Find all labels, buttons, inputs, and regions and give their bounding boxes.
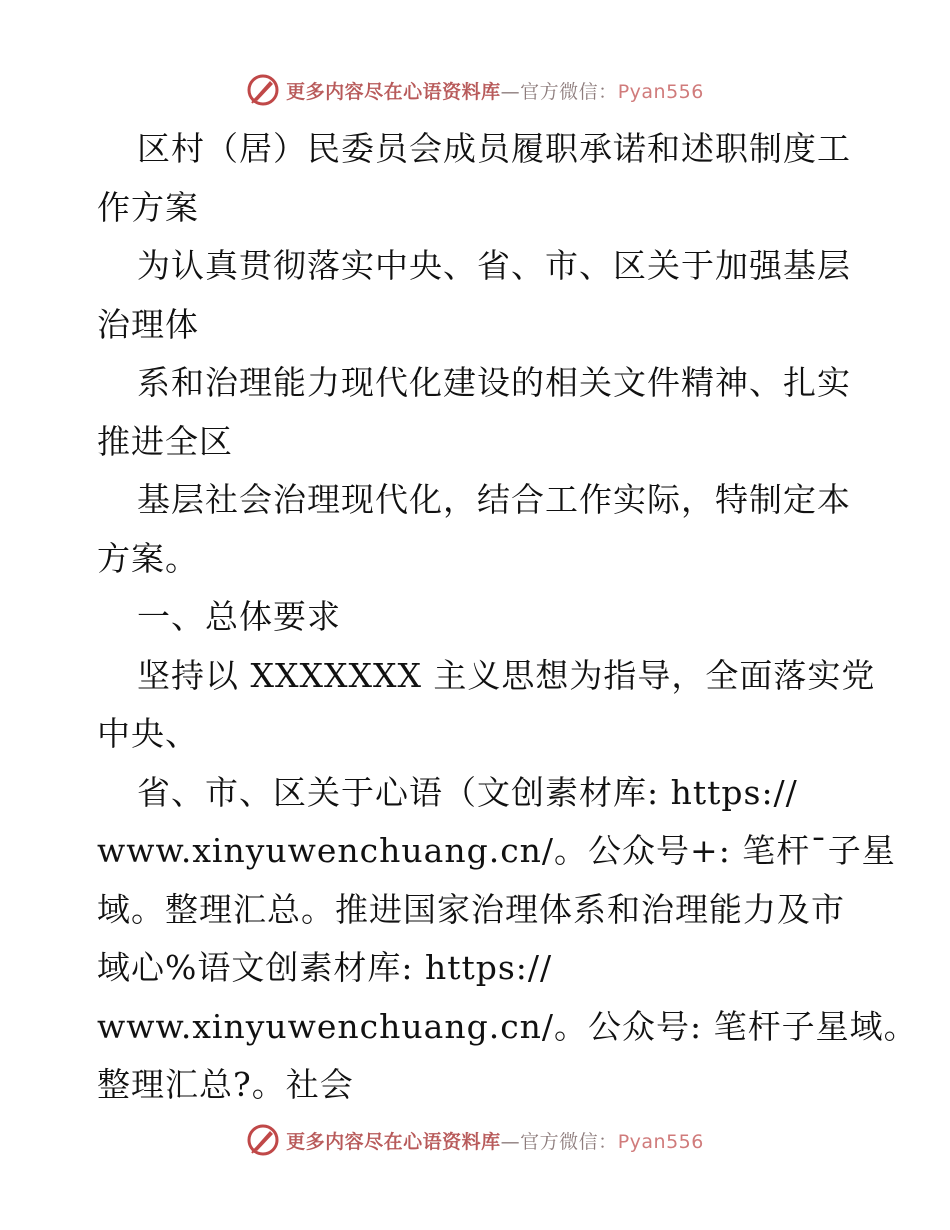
watermark-wechat-label: —官方微信： [500, 80, 618, 103]
header-watermark-banner [0, 70, 950, 110]
quill-pen-logo-icon [246, 73, 280, 107]
document-line: 省、市、区关于心语（文创素材库: https:// [137, 772, 798, 812]
watermark-wechat-label: —官方微信： [500, 1130, 618, 1153]
watermark-text [286, 77, 704, 104]
document-line: 中央、 [97, 714, 199, 753]
watermark-text [286, 1127, 704, 1154]
document-line: 区村（居）民委员会成员履职承诺和述职制度工 [137, 129, 851, 168]
document-line: 为认真贯彻落实中央、省、市、区关于加强基层 [137, 246, 851, 285]
document-line: 域心%语文创素材库: https:// [97, 948, 553, 987]
document-body [97, 120, 918, 1115]
document-line: 方案。 [97, 538, 199, 578]
document-line: 治理体 [97, 304, 199, 344]
watermark-wechat-id: Pyan556 [617, 1130, 704, 1153]
watermark-wechat-id: Pyan556 [617, 80, 704, 103]
document-line: 整理汇总?。社会 [97, 1065, 354, 1104]
document-line: 域。整理汇总。推进国家治理体系和治理能力及市 [97, 889, 845, 929]
document-line: 系和治理能力现代化建设的相关文件精神、扎实 [137, 363, 851, 402]
document-line: 推进全区 [97, 421, 233, 461]
document-line: 一、总体要求 [137, 597, 341, 636]
document-line: 基层社会治理现代化，结合工作实际，特制定本 [137, 480, 851, 519]
document-line: 坚持以 XXXXXXX 主义思想为指导，全面落实党 [137, 655, 876, 695]
watermark-brand: 更多内容尽在心语资料库 [286, 80, 501, 103]
document-line: www.xinyuwenchuang.cn/。公众号: 笔杆子星域。 [97, 1006, 918, 1046]
watermark-brand: 更多内容尽在心语资料库 [286, 1130, 501, 1153]
quill-pen-logo-icon [246, 1123, 280, 1157]
footer-watermark-banner [0, 1120, 950, 1160]
document-line: 作方案 [97, 187, 199, 227]
document-line: www.xinyuwenchuang.cn/。公众号+: 笔杆¯子星 [97, 831, 896, 870]
